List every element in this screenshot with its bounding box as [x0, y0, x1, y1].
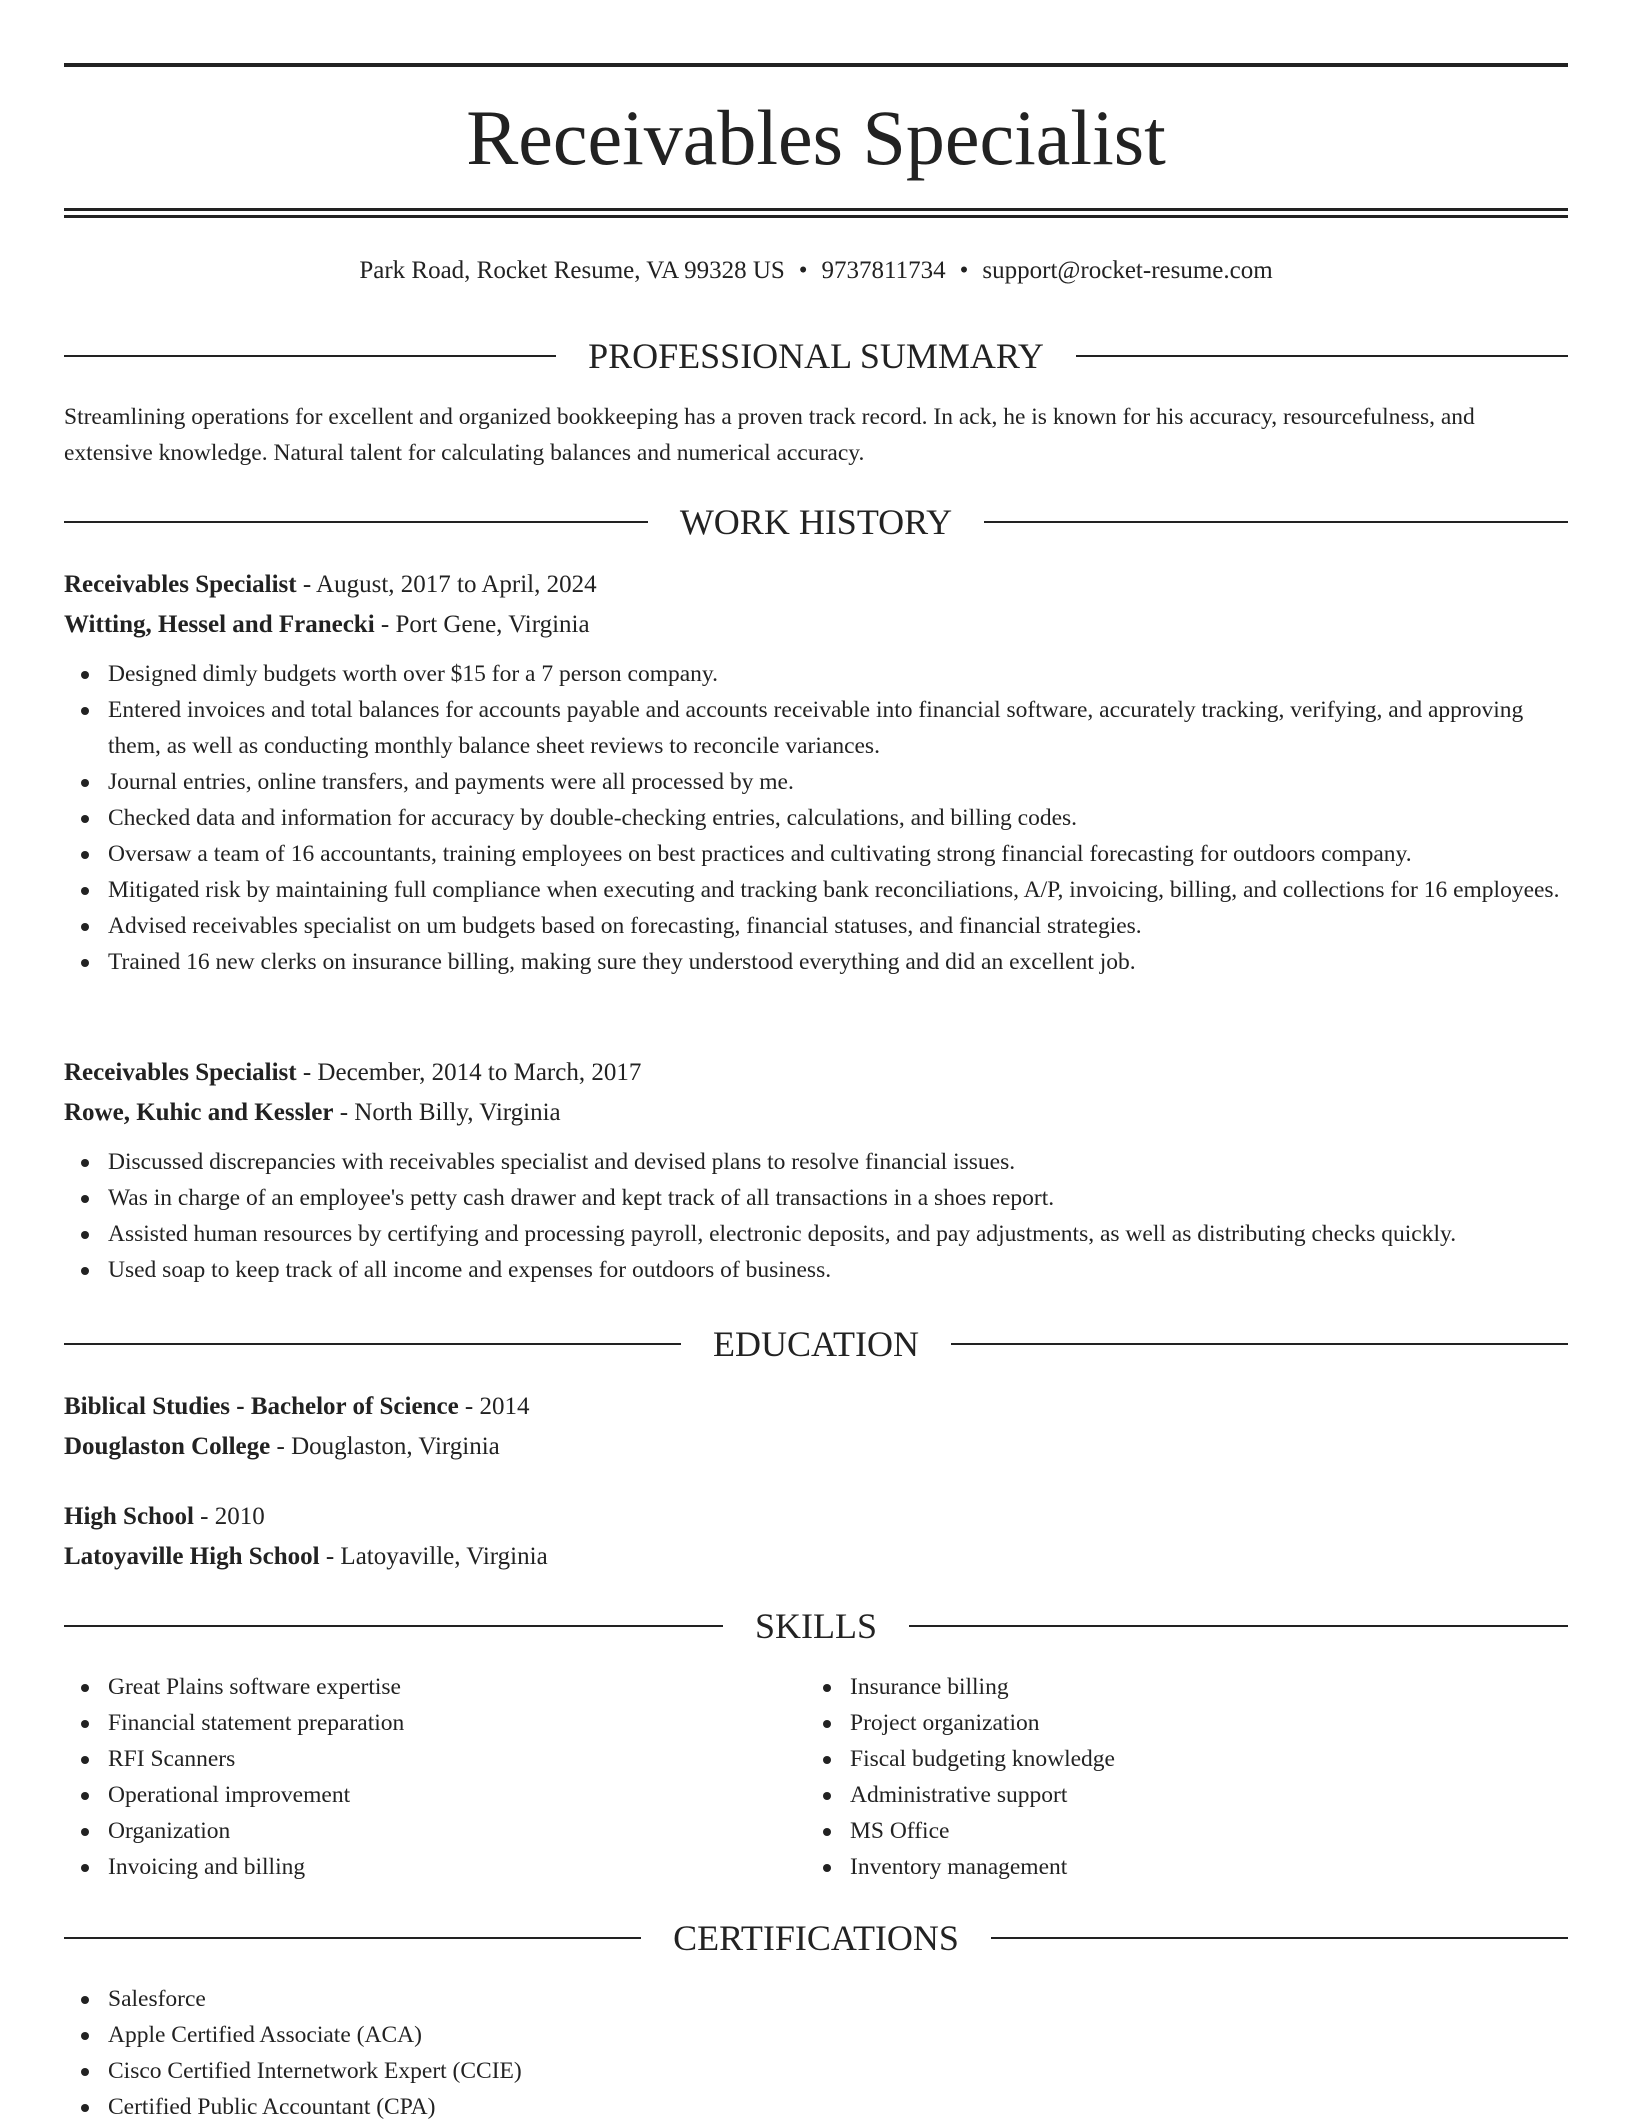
education-location: - Latoyaville, Virginia [319, 1543, 548, 1570]
section-title: CERTIFICATIONS [673, 1918, 959, 1958]
list-item: Fiscal budgeting knowledge [850, 1741, 1548, 1777]
job-location: - Port Gene, Virginia [374, 611, 590, 638]
contact-address: Park Road, Rocket Resume, VA 99328 US [359, 257, 785, 284]
list-item: Assisted human resources by certifying and processing payroll, electronic deposits, and pay adjustments, as well as distributing checks quickly. [108, 1216, 1568, 1252]
heading-rule [64, 355, 556, 357]
skills-columns [64, 1669, 1568, 1885]
list-item: Financial statement preparation [108, 1705, 806, 1741]
contact-phone: 9737811734 [821, 257, 946, 284]
job-entry [64, 1053, 1568, 1288]
heading-rule [64, 521, 648, 523]
job-title-line [64, 1053, 1568, 1093]
education-entry [64, 1387, 1568, 1467]
summary-block [64, 399, 1568, 471]
education-year: - 2010 [193, 1503, 265, 1530]
job-title: Receivables Specialist [64, 1059, 297, 1086]
list-item: Invoicing and billing [108, 1849, 806, 1885]
education-location: - Douglaston, Virginia [270, 1433, 500, 1460]
education-degree: High School [64, 1503, 194, 1530]
list-item: Salesforce [108, 1981, 1568, 2017]
skills-list [806, 1669, 1548, 1885]
section-title: PROFESSIONAL SUMMARY [588, 336, 1044, 376]
list-item: Used soap to keep track of all income and expenses for outdoors of business. [108, 1252, 1568, 1288]
education-degree-line [64, 1497, 1568, 1537]
certifications-list [64, 1981, 1568, 2125]
list-item: Entered invoices and total balances for accounts payable and accounts receivable into financial software, accurately tracking, verifying, and approving them, as well as conducting monthly balance sheet reviews to reconcile variances. [108, 692, 1568, 764]
job-dates: - August, 2017 to April, 2024 [296, 571, 597, 598]
contact-line [64, 252, 1568, 290]
job-company-line [64, 1093, 1568, 1133]
list-item: Advised receivables specialist on um budgets based on forecasting, financial statuses, and financial strategies. [108, 908, 1568, 944]
list-item: Operational improvement [108, 1777, 806, 1813]
education-school-line [64, 1427, 1568, 1467]
list-item: Checked data and information for accuracy by double-checking entries, calculations, and billing codes. [108, 800, 1568, 836]
heading-rule [909, 1625, 1568, 1627]
section-heading-certifications [64, 1916, 1568, 1960]
list-item: MS Office [850, 1813, 1548, 1849]
heading-rule [984, 521, 1568, 523]
section-heading-skills [64, 1604, 1568, 1648]
header-rule-lower [64, 215, 1568, 218]
resume-name: Receivables Specialist [466, 94, 1166, 181]
education-school-line [64, 1537, 1568, 1577]
list-item: Designed dimly budgets worth over $15 for a 7 person company. [108, 656, 1568, 692]
list-item: Was in charge of an employee's petty cash drawer and kept track of all transactions in a shoes report. [108, 1180, 1568, 1216]
job-title: Receivables Specialist [64, 571, 297, 598]
section-heading-work-history [64, 500, 1568, 544]
section-title: EDUCATION [713, 1324, 919, 1364]
skills-block [64, 1669, 1568, 1885]
skills-column-right [806, 1669, 1548, 1885]
job-entry [64, 565, 1568, 980]
heading-rule [64, 1937, 641, 1939]
contact-separator: • [959, 257, 969, 284]
list-item: Insurance billing [850, 1669, 1548, 1705]
contact-separator: • [798, 257, 808, 284]
education-degree-line [64, 1387, 1568, 1427]
section-title: WORK HISTORY [679, 502, 953, 542]
education-degree: Biblical Studies - Bachelor of Science [64, 1393, 459, 1420]
list-item: Oversaw a team of 16 accountants, training employees on best practices and cultivating strong financial forecasting for outdoors company. [108, 836, 1568, 872]
list-item: Discussed discrepancies with receivables specialist and devised plans to resolve financial issues. [108, 1144, 1568, 1180]
job-company: Rowe, Kuhic and Kessler [64, 1099, 334, 1126]
list-item: Project organization [850, 1705, 1548, 1741]
heading-rule [991, 1937, 1568, 1939]
education-school: Douglaston College [64, 1433, 271, 1460]
list-item: Certified Public Accountant (CPA) [108, 2089, 1568, 2125]
section-heading-summary [64, 334, 1568, 378]
job-company: Witting, Hessel and Franecki [64, 611, 375, 638]
contact-email: support@rocket-resume.com [982, 257, 1273, 284]
education-year: - 2014 [458, 1393, 530, 1420]
education-school: Latoyaville High School [64, 1543, 320, 1570]
heading-rule [951, 1343, 1568, 1345]
list-item: Trained 16 new clerks on insurance billing, making sure they understood everything and did an excellent job. [108, 944, 1568, 980]
job-title-line [64, 565, 1568, 605]
job-location: - North Billy, Virginia [333, 1099, 561, 1126]
heading-rule [64, 1625, 723, 1627]
heading-rule [1076, 355, 1568, 357]
section-title: SKILLS [755, 1606, 878, 1646]
header-rule-upper [64, 208, 1568, 211]
header-top-rule [64, 63, 1568, 67]
job-bullets [64, 656, 1568, 980]
section-heading-education [64, 1322, 1568, 1366]
heading-rule [64, 1343, 681, 1345]
skills-column-left [64, 1669, 806, 1885]
list-item: Apple Certified Associate (ACA) [108, 2017, 1568, 2053]
job-bullets [64, 1144, 1568, 1288]
skills-list [64, 1669, 806, 1885]
summary-text: Streamlining operations for excellent and organized bookkeeping has a proven track record. In ack, he is known for his accuracy, resourcefulness, and extensive knowledge. Natural talent for calculating balances and numerical accuracy. [64, 404, 1475, 466]
list-item: Inventory management [850, 1849, 1548, 1885]
list-item: Cisco Certified Internetwork Expert (CCIE) [108, 2053, 1568, 2089]
list-item: Administrative support [850, 1777, 1548, 1813]
certifications-block [64, 1981, 1568, 2125]
list-item: Great Plains software expertise [108, 1669, 806, 1705]
list-item: Mitigated risk by maintaining full compliance when executing and tracking bank reconciliations, A/P, invoicing, billing, and collections for 16 employees. [108, 872, 1568, 908]
job-company-line [64, 605, 1568, 645]
job-dates: - December, 2014 to March, 2017 [296, 1059, 642, 1086]
education-entry [64, 1497, 1568, 1577]
list-item: RFI Scanners [108, 1741, 806, 1777]
list-item: Organization [108, 1813, 806, 1849]
list-item: Journal entries, online transfers, and payments were all processed by me. [108, 764, 1568, 800]
